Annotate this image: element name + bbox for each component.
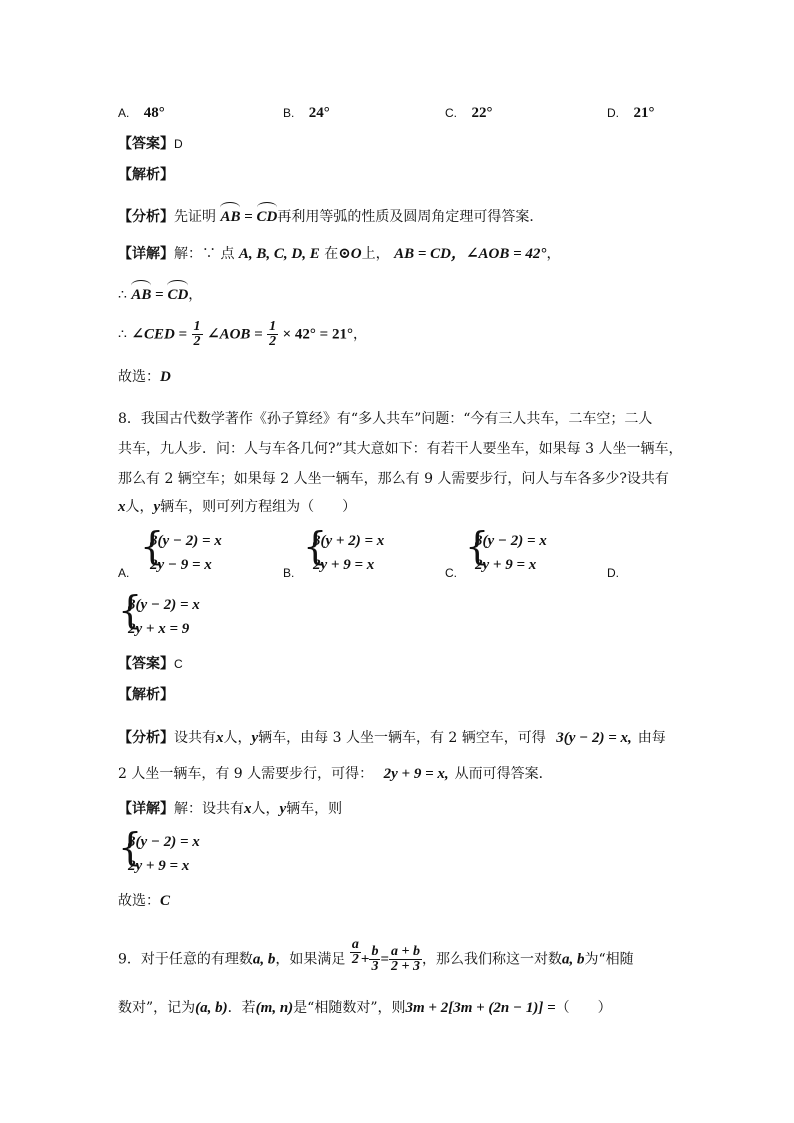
q9-frac-a2	[350, 938, 361, 967]
q7-fenxi-arc-cd: CD	[256, 209, 278, 225]
q8-answer-tag: 【答案】	[118, 656, 174, 672]
q9-line2-b: ．若	[227, 1000, 256, 1016]
q8-option-d-system	[118, 588, 238, 639]
q7-step1-arc-ab: AB	[131, 287, 152, 303]
q8-answer-value: C	[174, 657, 183, 671]
q8-option-b-brace: {	[303, 524, 328, 568]
q7-step2-half2	[267, 320, 278, 349]
q8-choose-value: C	[160, 893, 171, 909]
q8-option-d-eq1: 3(y − 2) = x	[128, 597, 200, 613]
q9-line2-d: （ ）	[555, 1000, 612, 1016]
q8-option-a-eq1: 3(y − 2) = x	[150, 533, 222, 549]
q8-fenxi-y: y	[251, 730, 259, 746]
q9-text-a: 9．对于任意的有理数	[118, 951, 253, 968]
q8-detail-eq1: 3(y − 2) = x	[128, 834, 200, 850]
q8-option-d-label: D.	[607, 566, 619, 580]
q7-option-a-label: A.	[118, 106, 130, 120]
q7-step1-arc-cd: CD	[167, 287, 189, 303]
q8-detail-eq2: 2y + 9 = x	[128, 858, 190, 874]
q8-choose-tag: 故选：	[118, 893, 160, 909]
q7-step2	[118, 320, 367, 349]
q8-stem-line1: 8．我国古代数学著作《孙子算经》有“多人共车”问题：“今有三人共车，二车空；二人	[118, 411, 653, 427]
q8-detail-b: 人，	[251, 801, 280, 817]
q8-option-a-label: A.	[118, 566, 130, 580]
q7-step1-eq: =	[151, 287, 168, 303]
q7-step1-therefore: ∴	[118, 287, 127, 303]
q8-fenxi-d: 由每	[637, 730, 666, 746]
q9-line2	[118, 1001, 612, 1016]
q8-analysis-tag: 【解析】	[118, 687, 174, 703]
q9-frac-a2-den: 2	[351, 952, 359, 967]
q9-plus: +	[360, 951, 370, 968]
q7-fenxi-pre: 先证明	[174, 209, 216, 225]
q7-step2-angle-aob: ∠AOB =	[207, 326, 263, 343]
q8-detail-x: x	[244, 801, 252, 817]
q9-expression: 3m + 2[3m + (2n − 1)] =	[405, 1000, 556, 1016]
q7-option-b-label: B.	[283, 106, 295, 120]
q7-option-c-label: C.	[445, 106, 457, 120]
q7-step2-end: ，	[352, 326, 367, 343]
q9-frac-sum-num: a + b	[391, 944, 420, 959]
q7-fenxi-tag: 【分析】	[118, 209, 174, 225]
q9-text-b: ，如果满足	[275, 951, 346, 968]
q8-stem-x: x	[118, 499, 126, 515]
q8-option-b-eq2: 2y + 9 = x	[313, 557, 375, 573]
q7-fenxi-arc-ab: AB	[220, 209, 241, 225]
q7-option-d-value: 21°	[633, 105, 655, 121]
q7-detail-points: A, B, C, D, E	[238, 246, 320, 262]
q9-frac-sum	[389, 945, 422, 974]
q7-detail-on: 在	[324, 246, 339, 262]
q7-option-b-value: 24°	[308, 105, 330, 121]
q8-option-c-label: C.	[445, 566, 457, 580]
q8-stem-line4	[118, 500, 356, 515]
q8-stem-y: y	[153, 499, 161, 515]
q9-line2-c: 是“相随数对”，则	[293, 1000, 406, 1016]
q8-option-b-eq1: 3(y + 2) = x	[313, 533, 385, 549]
q7-option-d	[607, 106, 654, 121]
q7-step1	[118, 288, 202, 303]
q8-stem-line3: 那么有 2 辆空车；如果每 2 人坐一辆车，那么有 9 人需要步行，问人与车各多少?设共有	[118, 471, 669, 487]
q8-option-a-eq2: 2y − 9 = x	[150, 557, 212, 573]
q8-detail-tag: 【详解】	[118, 801, 174, 817]
q8-stem-line2: 共车，九人步．问：人与车各几何?”其大意如下：有若干人要坐车，如果每 3 人坐一辆车，	[118, 441, 683, 457]
q8-fenxi-line2-a: 2 人坐一辆车，有 9 人需要步行，可得：	[118, 766, 374, 782]
q8-detail-y: y	[279, 801, 287, 817]
q8-fenxi-line1	[118, 731, 666, 746]
q8-fenxi-line2	[118, 767, 553, 782]
q7-option-a-value: 48°	[143, 105, 165, 121]
q7-fenxi	[118, 210, 543, 225]
q7-step2-therefore: ∴	[118, 326, 127, 343]
q7-option-a	[118, 106, 165, 121]
q8-stem-cars: 辆车，则可列方程组为（ ）	[160, 499, 357, 515]
q8-detail-system	[118, 825, 238, 876]
q8-detail-c: 辆车，则	[286, 801, 343, 817]
q8-option-c-brace: {	[465, 524, 490, 568]
q7-answer	[118, 137, 183, 151]
q8-fenxi-a: 设共有	[174, 730, 216, 746]
q9-ab2: a, b	[561, 951, 585, 968]
q8-fenxi-b: 人，	[223, 730, 252, 746]
q7-step2-half2-num: 1	[269, 319, 277, 334]
q7-detail	[118, 247, 560, 262]
q8-detail-brace: {	[118, 825, 143, 869]
q9-text-c: ，那么我们称这一对数	[421, 951, 562, 968]
q8-option-a-system	[140, 524, 260, 575]
q7-option-b	[283, 106, 330, 121]
q7-step2-half1-den: 2	[193, 334, 201, 349]
q8-stem-people: 人，	[125, 499, 154, 515]
q7-choose-tag: 故选：	[118, 369, 160, 385]
q8-fenxi-c: 辆车，由每 3 人坐一辆车，有 2 辆空车，可得	[258, 730, 546, 746]
q8-fenxi-line2-b: 从而可得答案．	[454, 766, 553, 782]
q8-option-d-brace: {	[118, 588, 143, 632]
q8-fenxi-x: x	[216, 730, 224, 746]
q9-frac-sum-den: 2 + 3	[391, 959, 420, 974]
q7-detail-pre: 解：∵ 点	[174, 246, 235, 262]
q8-fenxi-eq1: 3(y − 2) = x,	[556, 730, 632, 746]
q8-answer	[118, 657, 183, 671]
q8-choose	[118, 894, 170, 909]
q9-text-d: 为“相随	[584, 951, 634, 968]
q9-line2-a: 数对”，记为	[118, 1000, 196, 1016]
q8-option-b-label: B.	[283, 566, 295, 580]
q9-ab: a, b	[252, 951, 276, 968]
q7-option-c	[445, 106, 492, 121]
q8-option-a-brace: {	[140, 524, 165, 568]
q7-analysis-tag: 【解析】	[118, 167, 174, 183]
q7-step2-half1-num: 1	[193, 319, 201, 334]
q8-detail	[118, 802, 342, 817]
q9-line1	[118, 937, 634, 974]
q9-frac-a2-num: a	[351, 937, 359, 952]
q7-detail-given: AB = CD，∠AOB = 42°	[394, 246, 547, 262]
q7-step2-half2-den: 2	[269, 334, 277, 349]
q9-equals: =	[380, 951, 389, 968]
q7-option-d-label: D.	[607, 106, 619, 120]
q8-option-c-eq1: 3(y − 2) = x	[475, 533, 547, 549]
q8-fenxi-tag: 【分析】	[118, 730, 174, 746]
q9-frac-b3	[369, 945, 380, 974]
q8-option-d-eq2: 2y + x = 9	[128, 621, 190, 637]
q8-fenxi-eq2: 2y + 9 = x,	[383, 766, 449, 782]
q7-choose	[118, 370, 171, 385]
q9-frac-b3-den: 3	[371, 959, 379, 974]
q7-detail-end: ，	[546, 246, 561, 262]
q9-pair-ab: (a, b)	[195, 1000, 228, 1016]
q7-step1-end: ，	[188, 287, 203, 303]
q7-step2-angle-ced: ∠CED =	[131, 326, 188, 343]
q8-detail-a: 解：设共有	[174, 801, 244, 817]
q7-detail-on2: 上，	[361, 246, 390, 262]
q7-fenxi-eq: =	[240, 209, 257, 225]
q7-detail-tag: 【详解】	[118, 246, 174, 262]
q7-answer-tag: 【答案】	[118, 136, 174, 152]
q9-pair-mn: (m, n)	[255, 1000, 294, 1016]
q7-detail-circle: ⊙O	[338, 246, 362, 262]
q7-step2-result: × 42° = 21°	[282, 326, 353, 343]
q7-choose-value: D	[160, 369, 171, 385]
q8-option-c-system	[465, 524, 585, 575]
q8-option-b-system	[303, 524, 423, 575]
q7-option-c-value: 22°	[471, 105, 493, 121]
q7-answer-value: D	[174, 137, 183, 151]
q9-frac-b3-num: b	[371, 944, 379, 959]
q8-option-c-eq2: 2y + 9 = x	[475, 557, 537, 573]
q7-fenxi-post: 再利用等弧的性质及圆周角定理可得答案．	[277, 209, 544, 225]
q7-step2-half1	[192, 320, 203, 349]
